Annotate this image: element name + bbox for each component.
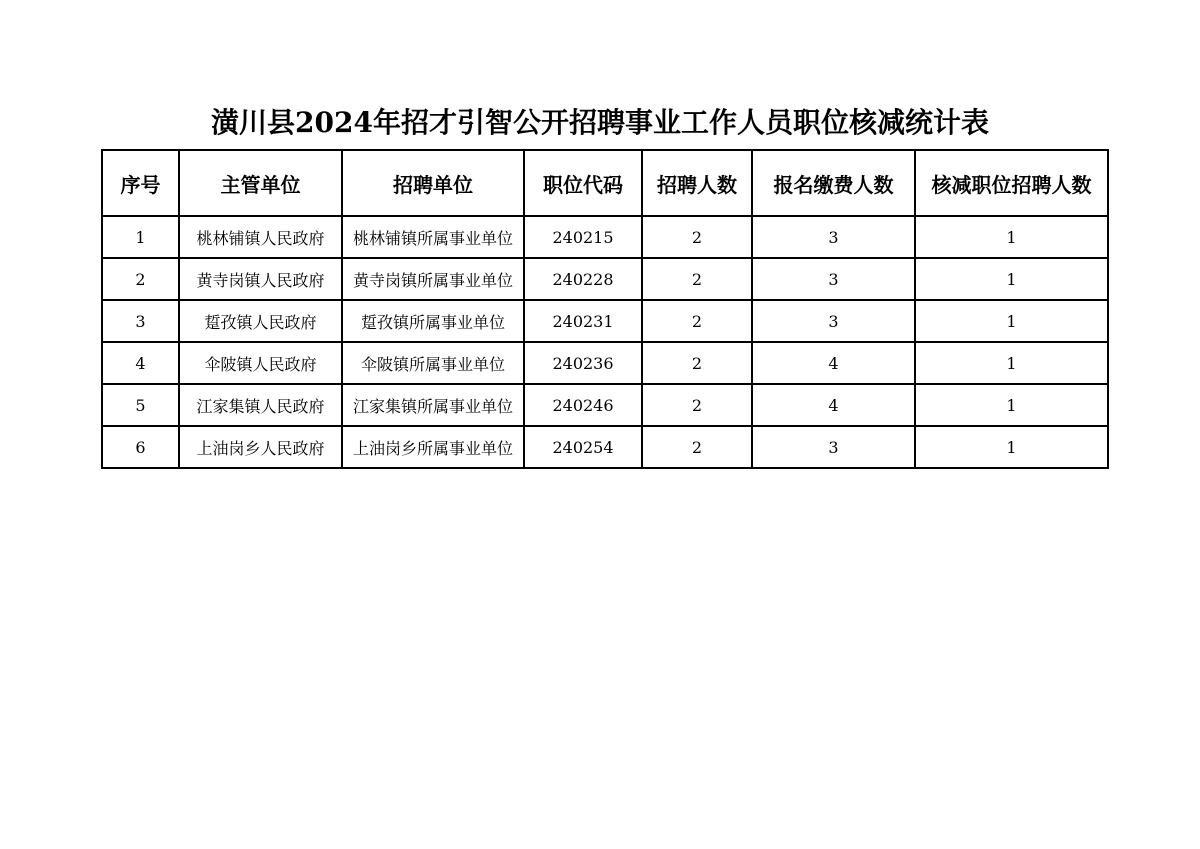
cell-serial-number: 4 <box>102 342 179 384</box>
cell-recruiting-unit: 江家集镇所属事业单位 <box>342 384 524 426</box>
cell-supervising-unit: 伞陂镇人民政府 <box>179 342 342 384</box>
cell-position-code: 240228 <box>524 258 642 300</box>
cell-reduced-recruit-count: 1 <box>915 426 1108 468</box>
cell-supervising-unit: 黄寺岗镇人民政府 <box>179 258 342 300</box>
header-supervising-unit: 主管单位 <box>179 150 342 216</box>
cell-position-code: 240231 <box>524 300 642 342</box>
table-row <box>102 216 1108 258</box>
cell-supervising-unit: 踅孜镇人民政府 <box>179 300 342 342</box>
cell-serial-number: 3 <box>102 300 179 342</box>
cell-recruiting-unit: 黄寺岗镇所属事业单位 <box>342 258 524 300</box>
cell-recruit-count: 2 <box>642 258 752 300</box>
cell-paid-applicants: 4 <box>752 342 915 384</box>
cell-reduced-recruit-count: 1 <box>915 258 1108 300</box>
cell-serial-number: 2 <box>102 258 179 300</box>
document-title: 潢川县2024年招才引智公开招聘事业工作人员职位核减统计表 <box>211 106 989 139</box>
cell-recruit-count: 2 <box>642 384 752 426</box>
header-paid-applicants: 报名缴费人数 <box>752 150 915 216</box>
table-row <box>102 384 1108 426</box>
cell-serial-number: 6 <box>102 426 179 468</box>
cell-serial-number: 1 <box>102 216 179 258</box>
cell-paid-applicants: 4 <box>752 384 915 426</box>
cell-recruit-count: 2 <box>642 300 752 342</box>
cell-position-code: 240254 <box>524 426 642 468</box>
header-serial-number: 序号 <box>102 150 179 216</box>
cell-paid-applicants: 3 <box>752 426 915 468</box>
cell-recruiting-unit: 桃林铺镇所属事业单位 <box>342 216 524 258</box>
table-row <box>102 300 1108 342</box>
cell-paid-applicants: 3 <box>752 216 915 258</box>
position-reduction-table <box>101 149 1109 469</box>
cell-recruit-count: 2 <box>642 426 752 468</box>
cell-recruiting-unit: 踅孜镇所属事业单位 <box>342 300 524 342</box>
cell-reduced-recruit-count: 1 <box>915 300 1108 342</box>
cell-paid-applicants: 3 <box>752 300 915 342</box>
table-row <box>102 258 1108 300</box>
cell-reduced-recruit-count: 1 <box>915 384 1108 426</box>
cell-supervising-unit: 桃林铺镇人民政府 <box>179 216 342 258</box>
table-row <box>102 426 1108 468</box>
cell-paid-applicants: 3 <box>752 258 915 300</box>
cell-reduced-recruit-count: 1 <box>915 216 1108 258</box>
table-header-row <box>102 150 1108 216</box>
cell-reduced-recruit-count: 1 <box>915 342 1108 384</box>
cell-recruiting-unit: 上油岗乡所属事业单位 <box>342 426 524 468</box>
cell-supervising-unit: 上油岗乡人民政府 <box>179 426 342 468</box>
cell-position-code: 240246 <box>524 384 642 426</box>
cell-supervising-unit: 江家集镇人民政府 <box>179 384 342 426</box>
cell-position-code: 240236 <box>524 342 642 384</box>
header-recruit-count: 招聘人数 <box>642 150 752 216</box>
cell-recruiting-unit: 伞陂镇所属事业单位 <box>342 342 524 384</box>
header-recruiting-unit: 招聘单位 <box>342 150 524 216</box>
header-position-code: 职位代码 <box>524 150 642 216</box>
cell-serial-number: 5 <box>102 384 179 426</box>
cell-recruit-count: 2 <box>642 342 752 384</box>
header-reduced-recruit-count: 核减职位招聘人数 <box>915 150 1108 216</box>
table-row <box>102 342 1108 384</box>
cell-recruit-count: 2 <box>642 216 752 258</box>
cell-position-code: 240215 <box>524 216 642 258</box>
